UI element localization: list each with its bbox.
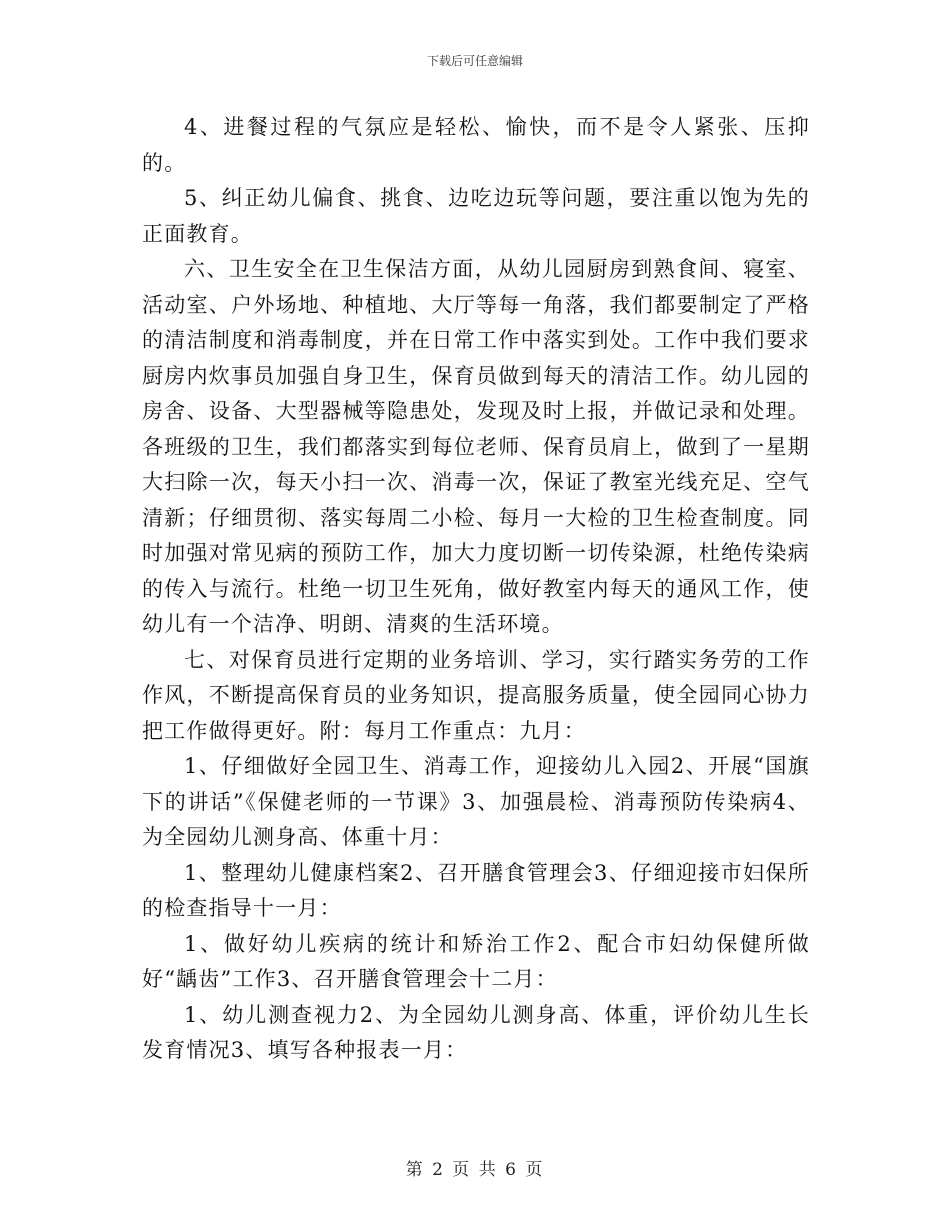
- paragraph-december-tasks: 1、幼儿测查视力2、为全园幼儿测身高、体重，评价幼儿生长发育情况3、填写各种报表一月：: [142, 1002, 810, 1062]
- paragraph-picky-eating: 5、纠正幼儿偏食、挑食、边吃边玩等问题，要注重以饱为先的正面教育。: [142, 186, 810, 246]
- paragraph-september-tasks: 1、仔细做好全园卫生、消毒工作，迎接幼儿入园2、开展“国旗下的讲话”《保健老师的一节课》3、加强晨检、消毒预防传染病4、为全园幼儿测身高、体重十月：: [142, 754, 810, 849]
- paragraph-meal-atmosphere: 4、进餐过程的气氛应是轻松、愉快，而不是令人紧张、压抑的。: [142, 115, 810, 175]
- page-number-footer: 第 2 页 共 6 页: [405, 1160, 545, 1180]
- paragraph-november-tasks: 1、做好幼儿疾病的统计和矫治工作2、配合市妇幼保健所做好“龋齿”工作3、召开膳食管理会十二月：: [142, 931, 810, 991]
- paragraph-staff-training: 七、对保育员进行定期的业务培训、学习，实行踏实务劳的工作作风，不断提高保育员的业务知识，提高服务质量，使全园同心协力把工作做得更好。附：每月工作重点：九月：: [142, 647, 810, 743]
- paragraph-october-tasks: 1、整理幼儿健康档案2、召开膳食管理会3、仔细迎接市妇保所的检查指导十一月：: [142, 860, 810, 920]
- paragraph-hygiene-safety: 六、卫生安全在卫生保洁方面，从幼儿园厨房到熟食间、寝室、活动室、户外场地、种植地、大厅等每一角落，我们都要制定了严格的清洁制度和消毒制度，并在日常工作中落实到处。工作中我们要求厨房内炊事员加强自身卫生，保育员做到每天的清洁工作。幼儿园的房舍、设备、大型器械等隐患处，发现及时上报，并做记录和处理。各班级的卫生，我们都落实到每位老师、保育员肩上，做到了一星期大扫除一次，每天小扫一次、消毒一次，保证了教室光线充足、空气清新；仔细贯彻、落实每周二小检、每月一大检的卫生检查制度。同时加强对常见病的预防工作，加大力度切断一切传染源，杜绝传染病的传入与流行。杜绝一切卫生死角，做好教室内每天的通风工作，使幼儿有一个洁净、明朗、清爽的生活环境。: [142, 257, 810, 636]
- document-body: [142, 110, 810, 1069]
- page-header-note: 下载后可任意编辑: [426, 54, 523, 68]
